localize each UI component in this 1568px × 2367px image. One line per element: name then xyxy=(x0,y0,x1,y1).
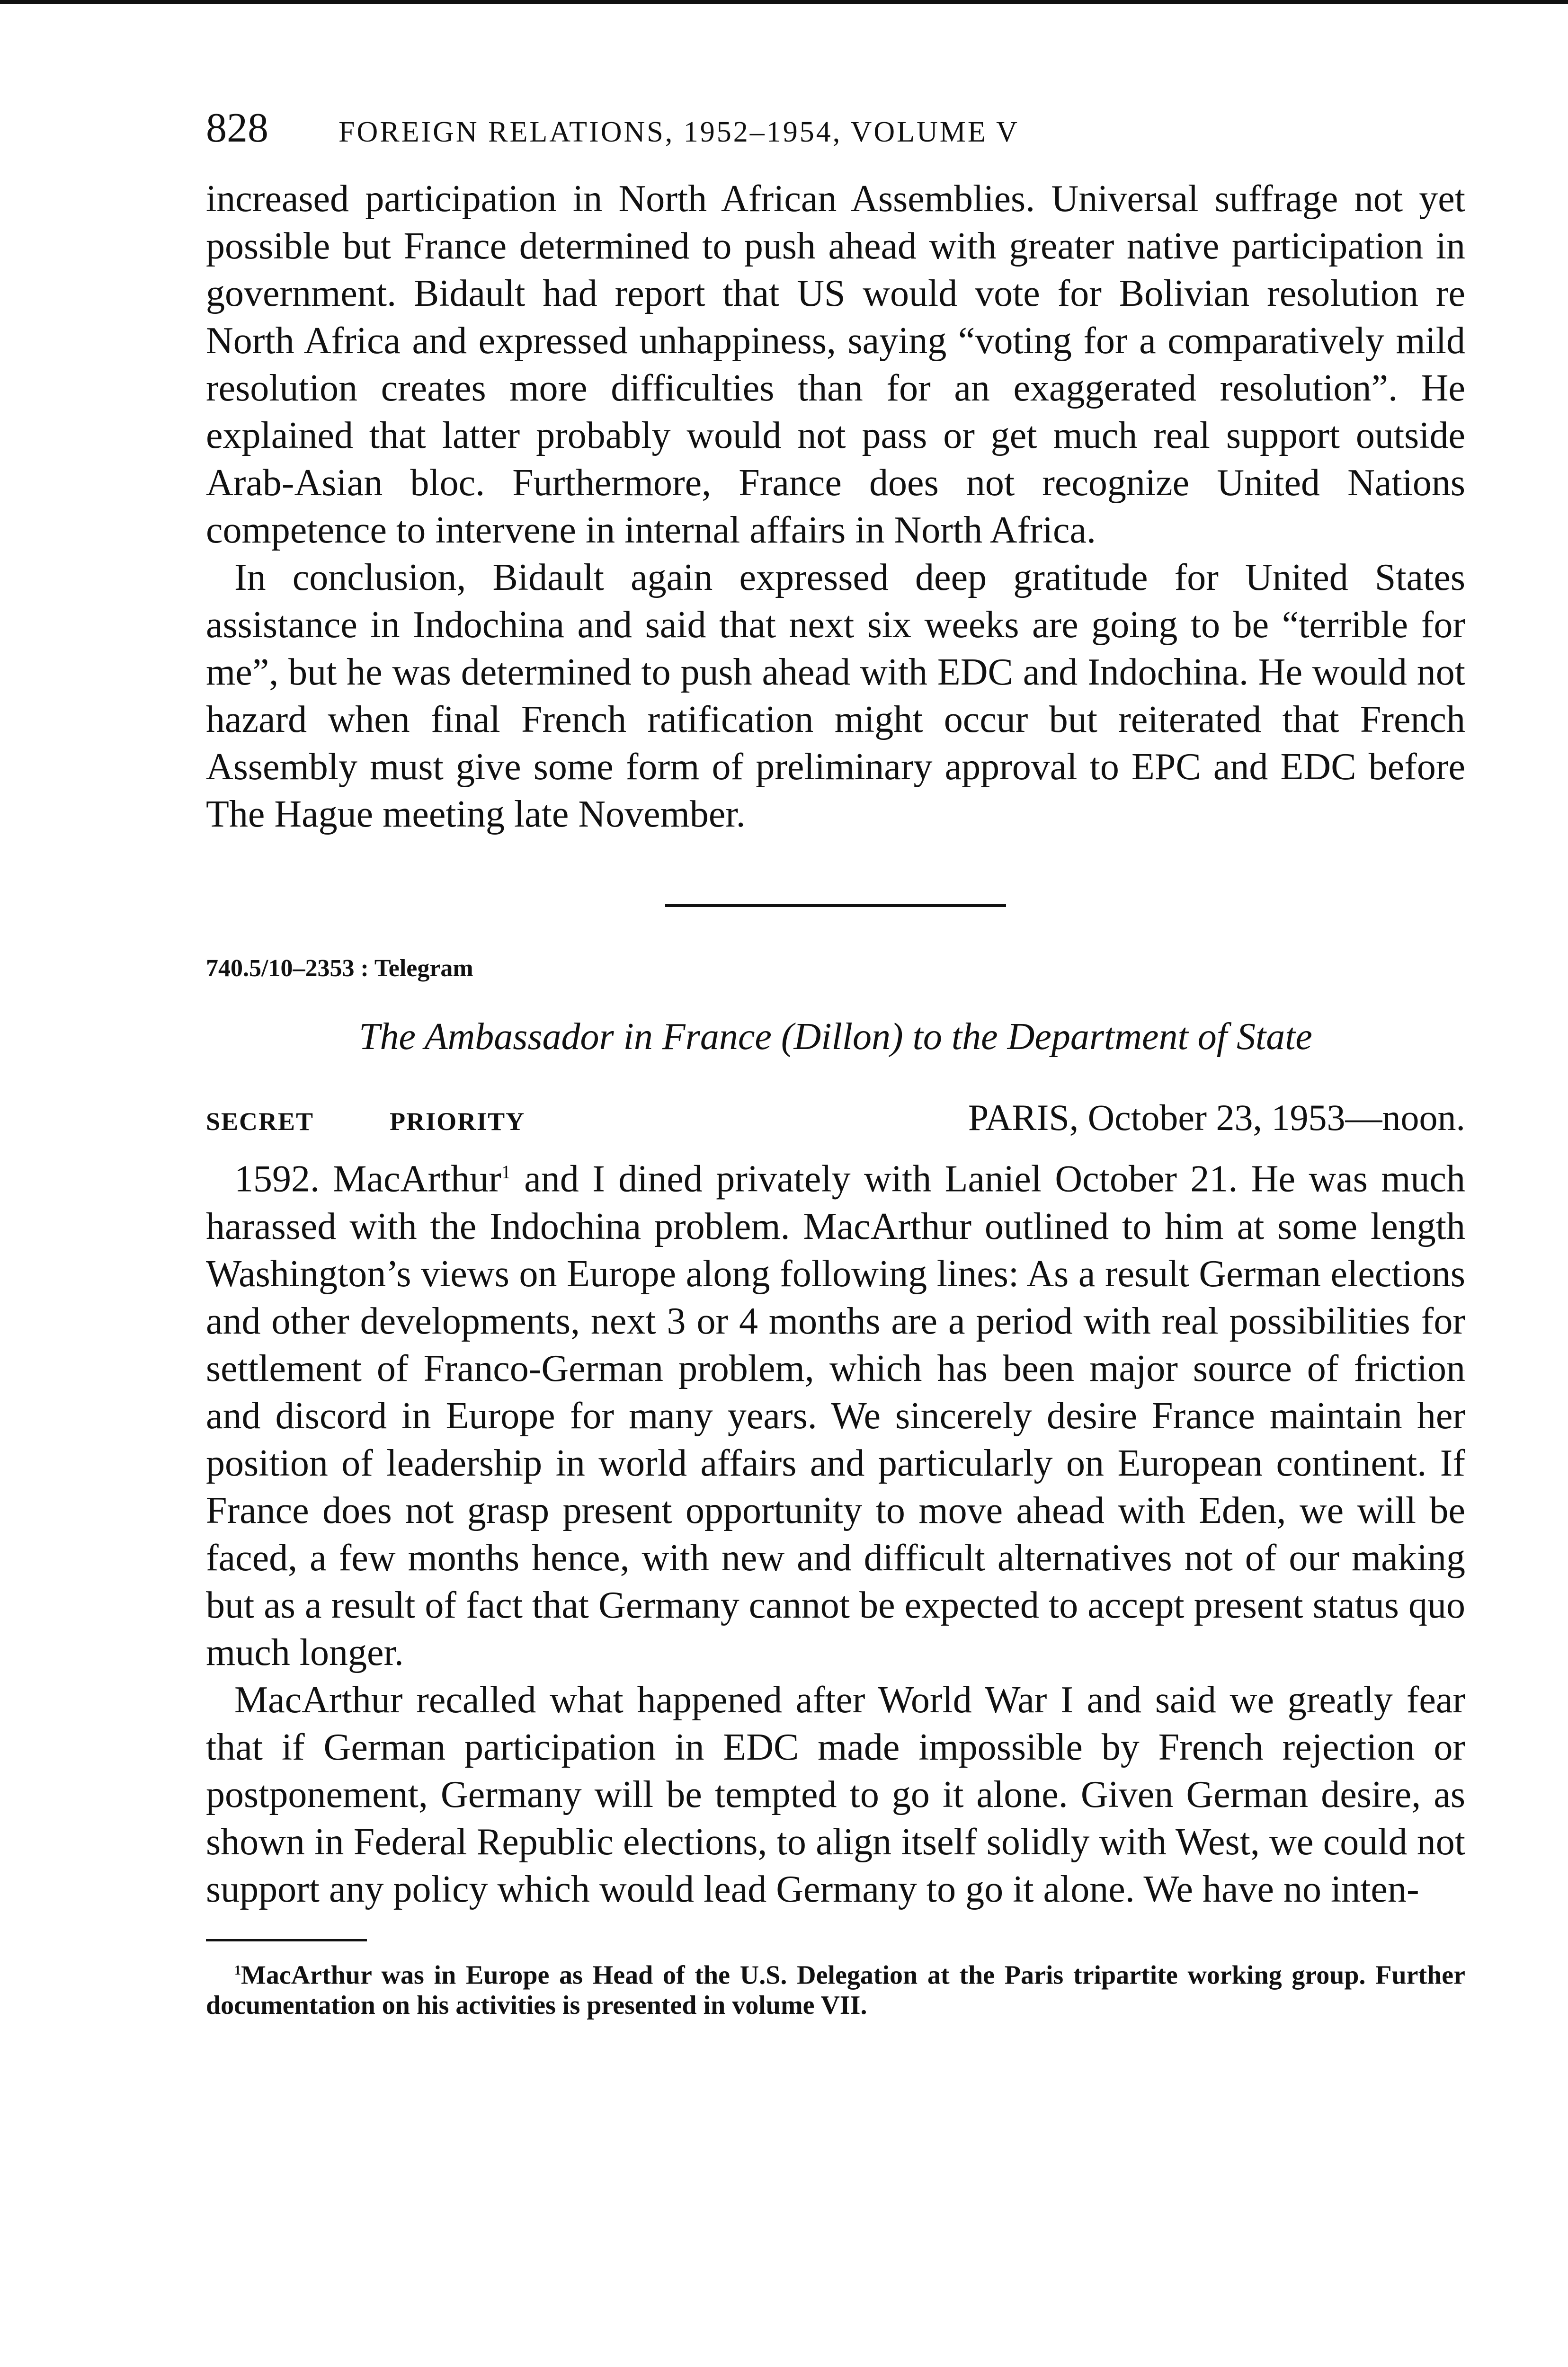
footnote-reference[interactable]: 1 xyxy=(501,1161,511,1183)
classification-label: SECRET xyxy=(206,1107,314,1136)
classification-row xyxy=(206,1096,1465,1139)
file-reference: 740.5/10–2353 : Telegram xyxy=(206,955,473,982)
conclusion-paragraph: In conclusion, Bidault again expressed deep gratitude for United States assistance in Indochina and said that next six weeks are going to be “terrible for me”, but he was determined to push ahead with EDC and Indochina. He would not hazard when final French ratification might occur but reiterated that French Assembly must give some form of preliminary approval to EPC and EDC before The Hague meeting late November. xyxy=(206,557,1465,835)
continuation-paragraph: increased participation in North African Assemblies. Universal suffrage not yet possible but France determined to push ahead with greater native participation in government. Bidault had report that US would vote for Bolivian resolution re North Africa and expressed unhappiness, saying “voting for a comparatively mild resolution creates more difficulties than for an exaggerated resolution”. He explained that latter probably would not pass or get much real support outside Arab-Asian bloc. Furthermore, France does not recognize United Nations competence to intervene in internal affairs in North Africa. xyxy=(206,178,1465,551)
telegram-paragraph-1 xyxy=(206,1148,1465,1676)
document-title: The Ambassador in France (Dillon) to the Department of State xyxy=(359,1016,1312,1058)
running-title: FOREIGN RELATIONS, 1952–1954, VOLUME V xyxy=(339,116,1019,148)
running-header xyxy=(206,104,1465,175)
section-divider xyxy=(665,904,1006,907)
footnote xyxy=(206,1956,1465,2021)
paragraph-opening: 1592. MacArthur xyxy=(234,1158,501,1200)
top-edge-rule xyxy=(0,0,1568,4)
document-page xyxy=(206,104,1465,2020)
footnote-text: MacArthur was in Europe as Head of the U.S. Delegation at the Paris tripartite working group. Further documentation on his activities is presented in volume VII. xyxy=(206,1960,1465,2020)
precedence-label: PRIORITY xyxy=(390,1107,526,1136)
dateline: PARIS, October 23, 1953—noon. xyxy=(968,1097,1465,1138)
paragraph-body: and I dined privately with Laniel October 21. He was much harassed with the Indochina problem. MacArthur outlined to him at some length Washington’s views on Europe along following lines: As a result German elections and other developments, next 3 or 4 months are a period with real possibilities for settlement of Franco-German problem, which has been major source of friction and discord in Europe for many years. We sincerely desire France maintain her position of leadership in world affairs and particularly on European continent. If France does not grasp present opportunity to move ahead with Eden, we will be faced, a few months hence, with new and difficult alternatives not of our making but as a result of fact that Germany cannot be expected to accept present status quo much longer. xyxy=(206,1158,1465,1673)
footnote-marker: 1 xyxy=(234,1963,241,1978)
telegram-paragraph-2: MacArthur recalled what happened after World War I and said we greatly fear that if German participation in EDC made impossible by French rejection or postponement, Germany will be tempted to go it alone. Given German desire, as shown in Federal Republic elections, to align itself solidly with West, we could not support any policy which would lead Germany to go it alone. We have no inten- xyxy=(206,1679,1465,1910)
page-number: 828 xyxy=(206,105,268,151)
footnote-divider xyxy=(206,1939,367,1941)
